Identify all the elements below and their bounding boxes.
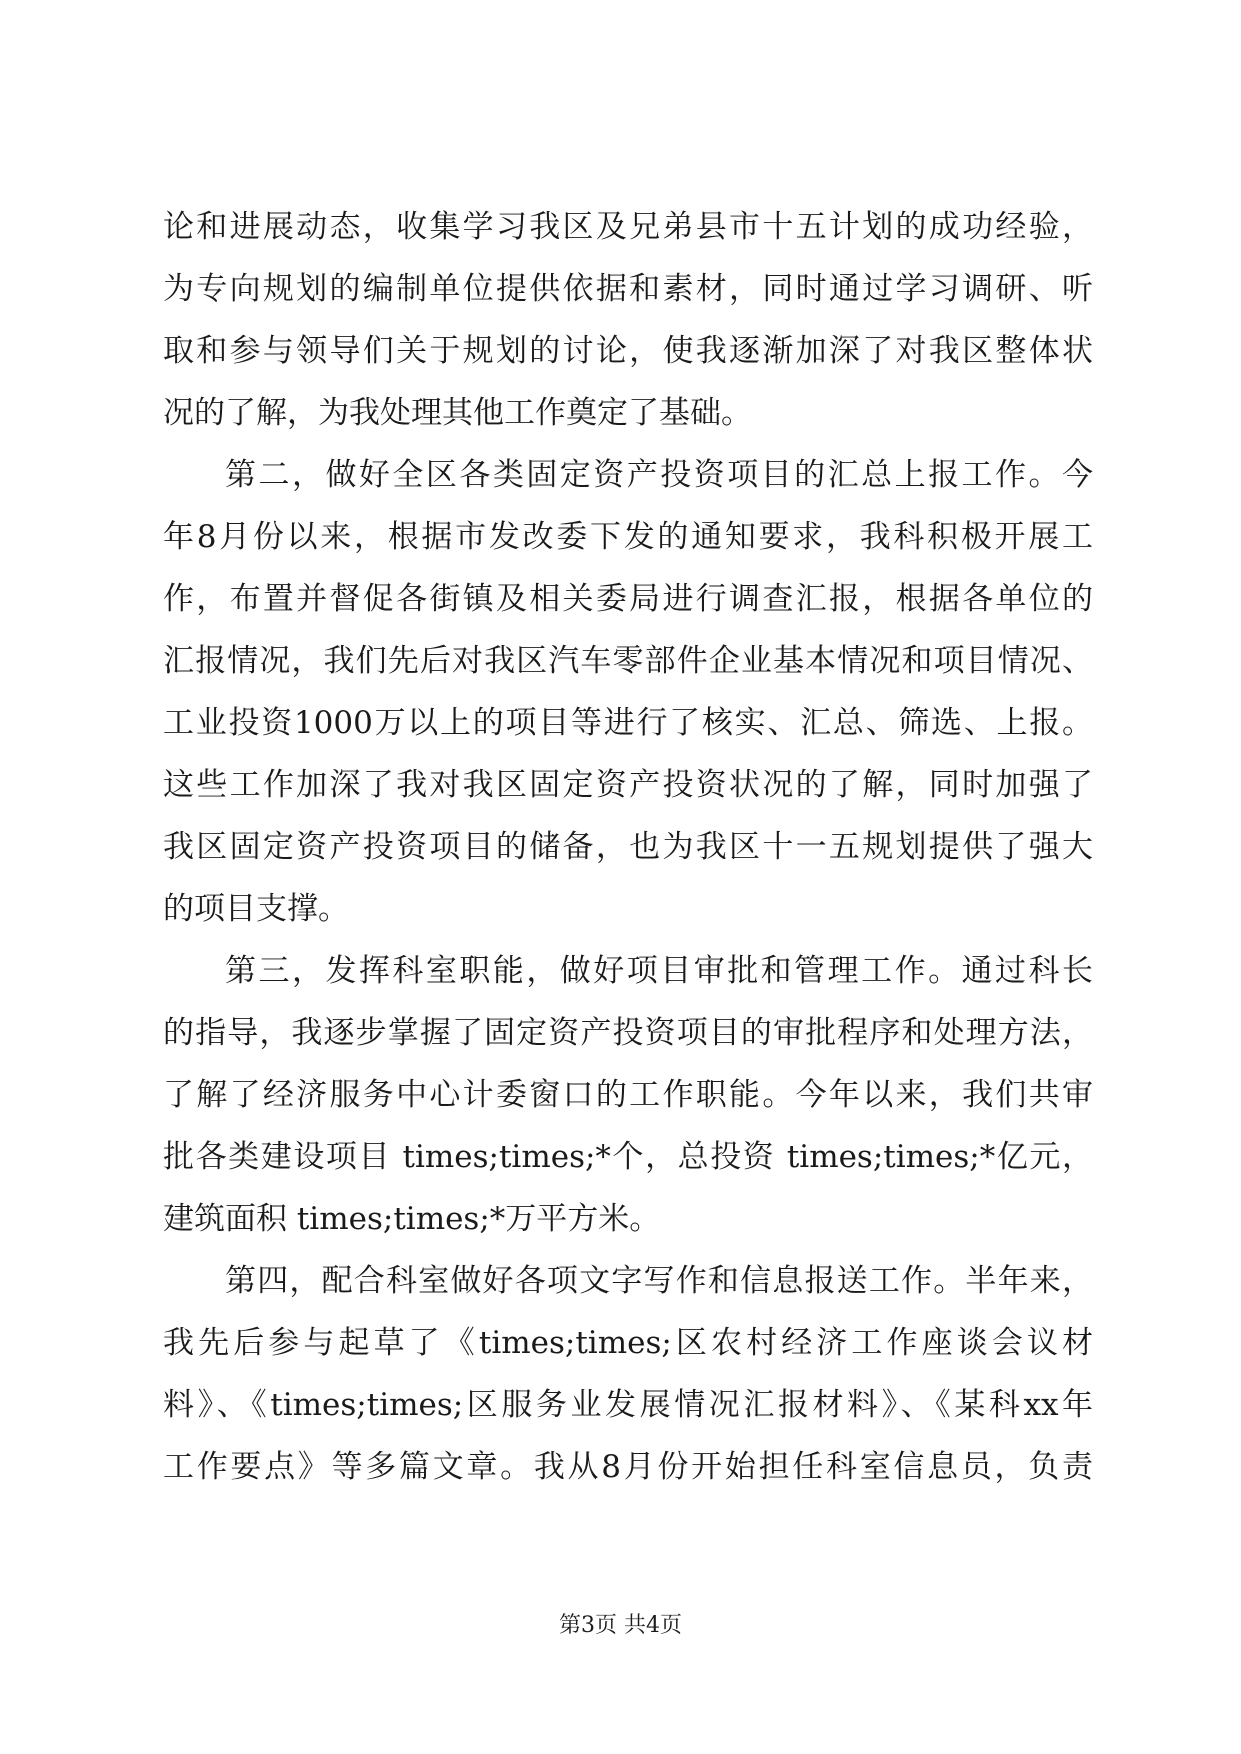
paragraph-line: 第二，做好全区各类固定资产投资项目的汇总上报工作。今 (225, 457, 1093, 493)
paragraph-line: 我区固定资产投资项目的储备，也为我区十一五规划提供了强大 (163, 829, 1093, 865)
paragraph-line: 的项目支撑。 (163, 891, 349, 927)
paragraph-line: 取和参与领导们关于规划的讨论，使我逐渐加深了对我区整体状 (163, 333, 1093, 369)
document-body (163, 196, 1093, 1498)
paragraph-line: 建筑面积 times;times;*万平方米。 (163, 1201, 661, 1237)
paragraph-line: 第四，配合科室做好各项文字写作和信息报送工作。半年来， (225, 1263, 1093, 1299)
paragraph-line: 了解了经济服务中心计委窗口的工作职能。今年以来，我们共审 (163, 1077, 1093, 1113)
page-number-footer: 第3页 共4页 (559, 1613, 682, 1638)
paragraph-line: 汇报情况，我们先后对我区汽车零部件企业基本情况和项目情况、 (163, 643, 1093, 679)
paragraph-line: 工业投资1000万以上的项目等进行了核实、汇总、筛选、上报。 (163, 705, 1093, 741)
paragraph-line: 我先后参与起草了《times;times;区农村经济工作座谈会议材 (163, 1325, 1093, 1361)
paragraph-line: 论和进展动态，收集学习我区及兄弟县市十五计划的成功经验， (163, 209, 1093, 245)
paragraph-line: 年8月份以来，根据市发改委下发的通知要求，我科积极开展工 (163, 519, 1093, 555)
paragraph-line: 况的了解，为我处理其他工作奠定了基础。 (163, 395, 752, 431)
paragraph-line: 第三，发挥科室职能，做好项目审批和管理工作。通过科长 (225, 953, 1093, 989)
paragraph-line: 这些工作加深了我对我区固定资产投资状况的了解，同时加强了 (163, 767, 1093, 803)
paragraph-line: 料》、《times;times;区服务业发展情况汇报材料》、《某科xx年 (163, 1387, 1093, 1423)
paragraph-line: 作，布置并督促各街镇及相关委局进行调查汇报，根据各单位的 (163, 581, 1093, 617)
paragraph-line: 批各类建设项目 times;times;*个，总投资 times;times;*亿元， (163, 1139, 1093, 1175)
paragraph-line: 为专向规划的编制单位提供依据和素材，同时通过学习调研、听 (163, 271, 1093, 307)
paragraph-line: 的指导，我逐步掌握了固定资产投资项目的审批程序和处理方法， (163, 1015, 1093, 1051)
paragraph-line: 工作要点》等多篇文章。我从8月份开始担任科室信息员，负责 (163, 1449, 1093, 1485)
